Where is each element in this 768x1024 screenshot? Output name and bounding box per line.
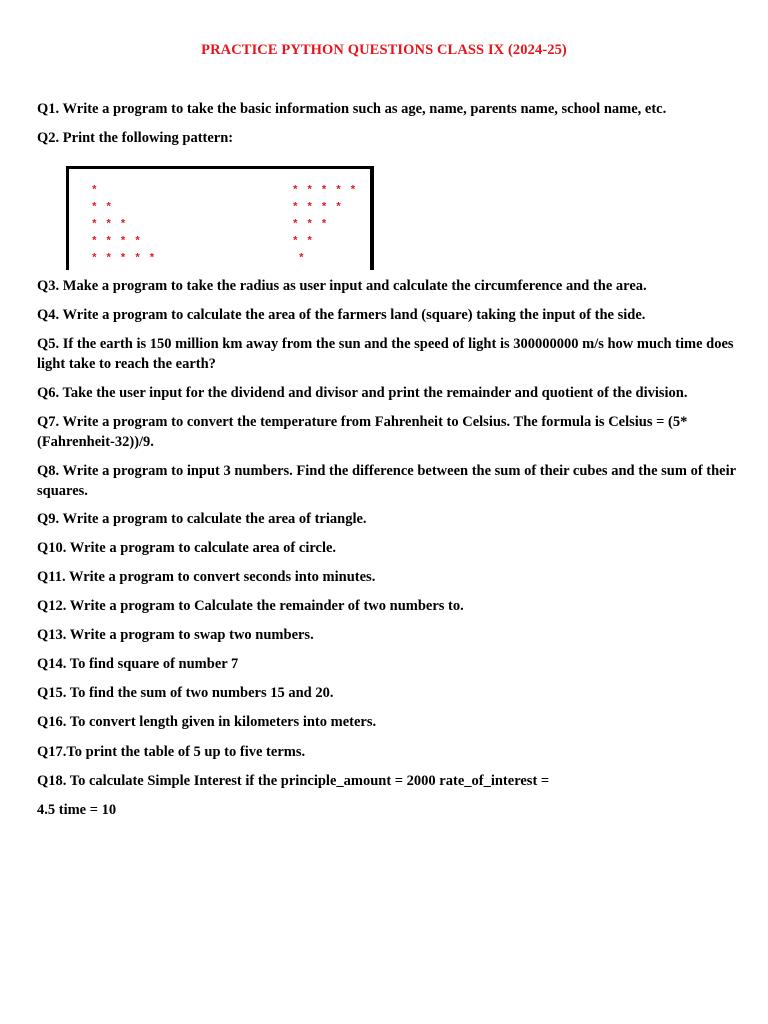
pattern-right-row: * (298, 253, 306, 265)
question-5: Q5. If the earth is 150 million km away from the sun and the speed of light is 300000000 m/s how much time does light take to reach the earth? (37, 336, 734, 372)
question-6: Q6. Take the user input for the dividend and divisor and print the remainder and quotient of the division. (37, 385, 688, 401)
question-11: Q11. Write a program to convert seconds into minutes. (37, 569, 376, 585)
question-18: Q18. To calculate Simple Interest if the principle_amount = 2000 rate_of_interest = (37, 773, 550, 789)
pattern-right-row: * * * * * (292, 185, 357, 197)
question-14: Q14. To find square of number 7 (37, 656, 239, 672)
pattern-right-row: * * * (292, 219, 329, 231)
pattern-left-row: * (91, 185, 99, 197)
page-title: PRACTICE PYTHON QUESTIONS CLASS IX (2024-25) (201, 42, 567, 58)
pattern-right-row: * * (292, 236, 314, 248)
question-7: Q7. Write a program to convert the temperature from Fahrenheit to Celsius. The formula is Celsius = (5*(Fahrenheit-32))/9. (37, 414, 688, 450)
pattern-left-row: * * (91, 202, 113, 214)
pattern-left-row: * * * (91, 219, 128, 231)
question-9: Q9. Write a program to calculate the area of triangle. (37, 511, 367, 527)
question-2: Q2. Print the following pattern: (37, 130, 234, 146)
question-12: Q12. Write a program to Calculate the remainder of two numbers to. (37, 598, 464, 614)
question-1: Q1. Write a program to take the basic information such as age, name, parents name, school name, etc. (37, 101, 667, 117)
question-18-continuation: 4.5 time = 10 (37, 802, 117, 818)
question-15: Q15. To find the sum of two numbers 15 and 20. (37, 685, 334, 701)
question-10: Q10. Write a program to calculate area of circle. (37, 540, 337, 556)
star-pattern-figure (66, 166, 374, 270)
pattern-left-row: * * * * * (91, 253, 156, 265)
question-17: Q17.To print the table of 5 up to five terms. (37, 744, 306, 760)
pattern-right-row: * * * * (292, 202, 343, 214)
question-8: Q8. Write a program to input 3 numbers. Find the difference between the sum of their cubes and the sum of their squares. (37, 463, 736, 499)
question-4: Q4. Write a program to calculate the area of the farmers land (square) taking the input of the side. (37, 307, 646, 323)
question-13: Q13. Write a program to swap two numbers. (37, 627, 314, 643)
question-3: Q3. Make a program to take the radius as user input and calculate the circumference and the area. (37, 278, 647, 294)
question-16: Q16. To convert length given in kilometers into meters. (37, 714, 377, 730)
pattern-left-row: * * * * (91, 236, 142, 248)
